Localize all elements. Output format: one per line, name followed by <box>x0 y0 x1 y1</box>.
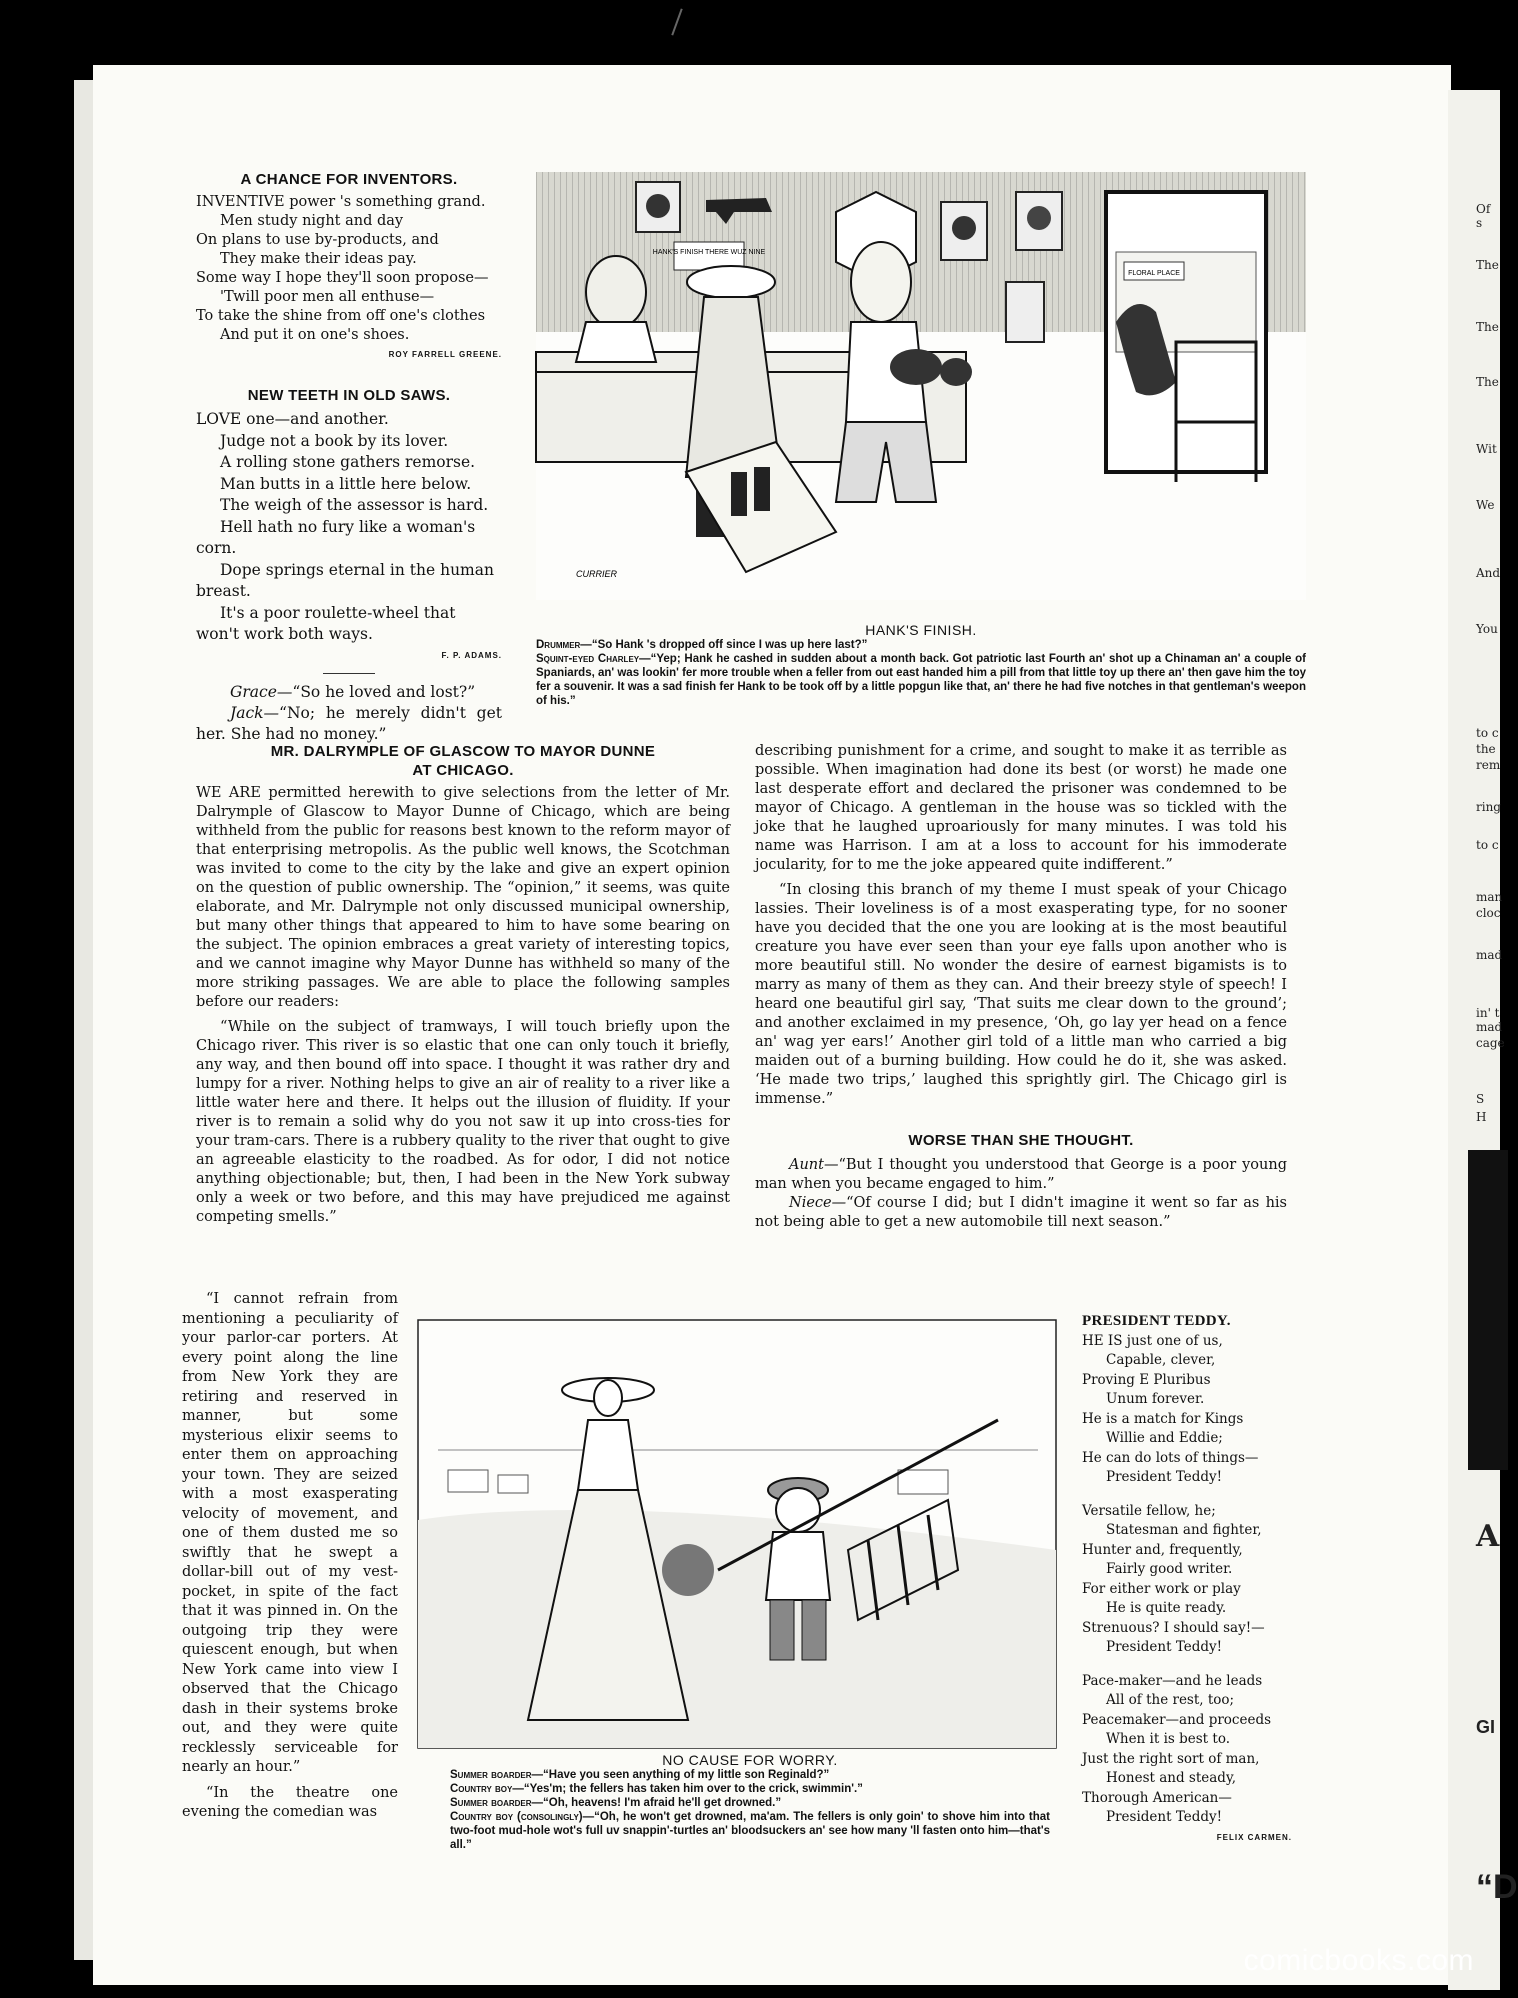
article-paragraph: describing punishment for a crime, and sought to make it as terrible as possible. When imagination had done its best (or worst) he made one last desperate effort and declared the prisoner was condemned to be mayor of Chicago. A gentleman in the house was so tickled with the joke that he laughed uproariously for many minutes. I was told his name was Harrison. I am at a loss to account for his immoderate jocularity, for to me the joke appeared quite indifferent.” <box>755 743 1287 873</box>
artist-signature: CURRIER <box>576 569 618 579</box>
edge-fragment: The <box>1476 375 1499 389</box>
poem-author: ROY FARRELL GREENE. <box>388 350 502 359</box>
poem-line: 'Twill poor men all enthuse— <box>220 289 435 305</box>
poem-line: Dope springs eternal in the human breast. <box>196 560 494 600</box>
no-cause-for-worry-illustration <box>418 1320 1056 1748</box>
poem-line: President Teddy! <box>1106 1469 1223 1485</box>
dialogue-line: “No; he merely didn't get her. She had no money.” <box>196 703 502 743</box>
poem-line: Man butts in a little here below. <box>220 474 472 493</box>
poem-title: PRESIDENT TEDDY. <box>1082 1313 1231 1329</box>
poem-line: Honest and steady, <box>1106 1770 1237 1786</box>
dialogue-line: “Yes'm; the fellers has taken him over to the crick, swimmin'.” <box>523 1783 863 1795</box>
speaker: Aunt— <box>789 1157 839 1173</box>
edge-fragment: The <box>1476 258 1499 272</box>
advertisement-block <box>1468 1150 1508 1470</box>
joke-title: WORSE THAN SHE THOUGHT. <box>908 1132 1134 1149</box>
site-watermark: comicbooks.com <box>1243 1944 1474 1977</box>
dialogue-line: “But I thought you understood that George is a poor young man when you became engaged to him.” <box>755 1157 1287 1192</box>
article-paragraph: “In closing this branch of my theme I must speak of your Chicago lassies. Their loveliness is of a most exasperating type, for no sooner have you decided that the one you are looking at is the most beautiful creature you have ever seen than your eye falls upon another who is more beautiful still. No wonder the desire of earnest bigamists is to marry as many of them as they can. And their breezy style of speech! I heard one beautiful girl say, ‘That suits me clear down to the ground’; and another exclaimed in my presence, ‘Oh, go lay yer head on a fence an' wag yer ears!’ Another girl told of a little man who carried a big maiden out of a burning building. How could he do it, she was asked. ‘He made two trips,’ laughed this sprightly girl. The Chicago girl is immense.” <box>755 882 1287 1107</box>
poem-author: F. P. ADAMS. <box>441 650 502 660</box>
article-title-line1: MR. DALRYMPLE OF GLASCOW TO MAYOR DUNNE <box>270 743 656 760</box>
adjacent-page-edge <box>1448 90 1518 1990</box>
dialogue-line: “Have you seen anything of my little son Reginald?” <box>543 1769 830 1781</box>
poem-line: And put it on one's shoes. <box>220 327 410 343</box>
edge-fragment: ring <box>1476 800 1501 814</box>
poem-line: Proving E Pluribus <box>1082 1371 1211 1388</box>
dialogue-line: “Oh, heavens! I'm afraid he'll get drowned.” <box>543 1797 782 1809</box>
poem-line: Hell hath no fury like a woman's corn. <box>196 517 476 557</box>
article-title-line2: AT CHICAGO. <box>412 762 514 779</box>
dialogue-line: “So he loved and lost?” <box>292 682 476 701</box>
poem-line: President Teddy! <box>1106 1639 1223 1655</box>
poem-line: For either work or play <box>1082 1580 1241 1597</box>
caption-title: NO CAUSE FOR WORRY. <box>662 1752 838 1768</box>
edge-fragment: And <box>1476 566 1501 580</box>
article-paragraph: “In the theatre one evening the comedian was <box>182 1784 398 1820</box>
poem-line: LOVE one—and another. <box>196 410 389 428</box>
edge-fragment: S <box>1476 1092 1485 1106</box>
poem-line: The weigh of the assessor is hard. <box>220 496 489 514</box>
caption-title: HANK'S FINISH. <box>865 622 977 638</box>
poem-line: Judge not a book by its lover. <box>220 431 449 450</box>
no-cause-for-worry-caption <box>450 1752 1050 1852</box>
edge-fragment: You <box>1476 622 1498 636</box>
edge-fragment: to c <box>1476 726 1499 740</box>
edge-fragment: in' t <box>1476 1006 1500 1020</box>
poem-president-teddy <box>1082 1312 1292 1847</box>
dialogue-line: “Yep; Hank he cashed in sudden about a month back. Got patriotic last Fourth an' shot up a Chinaman an' a couple of Spaniards, an' was lookin' fer more trouble when a feller from out east handed him a pill from that little toy up there an' then gave him the toy fer a souvenir. It was a sad finish fer Hank to be took off by a little popgun like that, an' there he had five notches in that gentleman's weepon of his.” <box>536 653 1306 707</box>
poem-line: Strenuous? I should say!— <box>1082 1619 1265 1636</box>
scan-scratch <box>671 9 682 36</box>
dialogue-line: “Of course I did; but I didn't imagine it went so far as his not being able to get a new automobile till next season.” <box>755 1195 1287 1230</box>
poem-line: When it is best to. <box>1106 1731 1230 1747</box>
poem-line: To take the shine from off one's clothes <box>196 308 486 324</box>
poem-line: Thorough American— <box>1082 1789 1232 1806</box>
poem-line: He is quite ready. <box>1106 1600 1227 1616</box>
edge-fragment: mad <box>1476 948 1503 962</box>
poem-line: Willie and Eddie; <box>1106 1430 1223 1446</box>
speaker: Summer boarder— <box>450 1797 544 1809</box>
poem-title: NEW TEETH IN OLD SAWS. <box>247 387 451 404</box>
poem-line: He is a match for Kings <box>1082 1410 1244 1427</box>
hanks-finish-illustration <box>536 172 1306 600</box>
article-dalrymple <box>196 742 730 1227</box>
poem-line: INVENTIVE power 's something grand. <box>196 194 486 210</box>
edge-fragment: GI <box>1476 1717 1496 1737</box>
edge-fragment: to c <box>1476 838 1499 852</box>
poem-line: Hunter and, frequently, <box>1082 1541 1243 1558</box>
poem-line: Peacemaker—and proceeds <box>1082 1711 1272 1728</box>
poem-line: Fairly good writer. <box>1106 1561 1233 1577</box>
article-paragraph: WE ARE permitted herewith to give selections from the letter of Mr. Dalrymple of Glascow to Mayor Dunne of Chicago, which are being withheld from the public for reasons best known to the reform mayor of that enterprising metropolis. As the public well knows, the Scotchman was invited to come to the city by the lake and give an expert opinion on the question of public ownership. The “opinion,” it seems, was quite elaborate, and Mr. Dalrymple not only discussed municipal ownership, but many other things that appeared to him to have some bearing on the subject. The opinion embraces a great variety of interesting topics, and we cannot imagine why Mayor Dunne has withheld so many of the more striking passages. We are able to place the following samples before our readers: <box>196 785 730 1010</box>
edge-fragment: Of s <box>1476 202 1491 230</box>
speaker: Summer boarder— <box>450 1769 544 1781</box>
poem-line: HE IS just one of us, <box>1082 1332 1223 1349</box>
poem-line: Unum forever. <box>1106 1391 1205 1407</box>
speaker: Drummer— <box>536 639 592 651</box>
edge-fragment: cage <box>1476 1036 1505 1050</box>
edge-fragment: cloc <box>1476 906 1501 920</box>
joke-grace-jack <box>196 682 502 745</box>
poem-author: FELIX CARMEN. <box>1216 1832 1292 1842</box>
edge-fragment: H <box>1476 1110 1487 1124</box>
article-dalrymple-continued <box>755 742 1287 1232</box>
speaker: Country boy— <box>450 1783 524 1795</box>
speaker: Grace— <box>230 682 293 701</box>
door-sign: FLORAL PLACE <box>1128 270 1180 277</box>
speaker: Niece— <box>789 1195 847 1211</box>
edge-fragment: mad <box>1476 1020 1503 1034</box>
edge-fragment: We <box>1476 498 1495 512</box>
hanks-finish-caption <box>536 622 1306 708</box>
poem-line: Statesman and fighter, <box>1106 1522 1262 1538</box>
poem-line: They make their ideas pay. <box>220 251 417 267</box>
divider <box>323 673 375 674</box>
poem-title: A CHANCE FOR INVENTORS. <box>240 171 458 188</box>
edge-fragment: man <box>1476 890 1503 904</box>
poem-line: Some way I hope they'll soon propose— <box>196 270 489 286</box>
joke-worse-than-she-thought <box>755 1156 1287 1232</box>
poem-line: It's a poor roulette-wheel that won't work both ways. <box>196 603 456 643</box>
speaker: Squint-eyed Charley— <box>536 653 651 665</box>
speaker: Jack— <box>230 703 280 722</box>
poem-line: Men study night and day <box>220 213 404 229</box>
speaker: Country boy (consolingly)— <box>450 1811 595 1823</box>
poem-line: Capable, clever, <box>1106 1352 1216 1368</box>
dialogue-line: “Oh, he won't get drowned, ma'am. The fellers is only goin' to shove him into that two-foot mud-hole wot's full uv snappin'-turtles an' bloodsuckers an' see how many 'll fasten onto him—that's all.” <box>450 1811 1050 1851</box>
poem-line: President Teddy! <box>1106 1809 1223 1825</box>
edge-fragment: Wit <box>1476 442 1497 456</box>
poem-line: On plans to use by-products, and <box>196 232 439 248</box>
poem-line: All of the rest, too; <box>1106 1692 1235 1708</box>
edge-fragment: The <box>1476 320 1499 334</box>
poem-line: A rolling stone gathers remorse. <box>220 453 476 471</box>
poem-line: Just the right sort of man, <box>1082 1750 1260 1767</box>
poem-line: Pace-maker—and he leads <box>1082 1672 1263 1689</box>
poem-chance-for-inventors <box>196 170 502 745</box>
edge-fragment: “D <box>1476 1868 1518 1906</box>
bubble-text: HANK'S FINISH THERE WUZ NINE <box>652 249 766 256</box>
poem-line: He can do lots of things— <box>1082 1449 1259 1466</box>
edge-fragment: rem <box>1476 758 1501 772</box>
article-paragraph: “While on the subject of tramways, I will touch briefly upon the Chicago river. This river is so elastic that one can only touch it briefly, any way, and then bound off into space. I thought it was rather dry and lumpy for a river. Nothing helps to give an air of reality to a river like a little water here and there. It helps out the illusion of fluidity. If your river is to remain a solid why do you not saw it up into cross-ties for your tram-cars. There is a rubbery quality to the river that ought to give an agreeable elasticity to the roadbed. As for odor, I did not notice anything objectionable; but, then, I had been in the New York subway only a week or two before, and this may have prejudiced me against competing smells.” <box>196 1019 730 1225</box>
article-dalrymple-narrow-column <box>182 1290 398 1823</box>
poem-line: Versatile fellow, he; <box>1082 1502 1216 1519</box>
dialogue-line: “So Hank 's dropped off since I was up here last?” <box>591 639 868 651</box>
edge-fragment: the <box>1476 742 1496 756</box>
article-paragraph: “I cannot refrain from mentioning a peculiarity of your parlor-car porters. At every point along the line from New York they are retiring and reserved in manner, but some mysterious elixir seems to enter them on approaching your town. They are seized with a most exasperating velocity of movement, and one of them dusted me so swiftly that he swept a dollar-bill out of my vest-pocket, in spite of the fact that it was pinned in. On the outgoing trip they were quiescent enough, but when New York came into view I observed that the Chicago dash in their systems broke out, and they were quite recklessly serviceable for nearly an hour.” <box>182 1291 398 1775</box>
edge-fragment: A <box>1476 1519 1500 1554</box>
